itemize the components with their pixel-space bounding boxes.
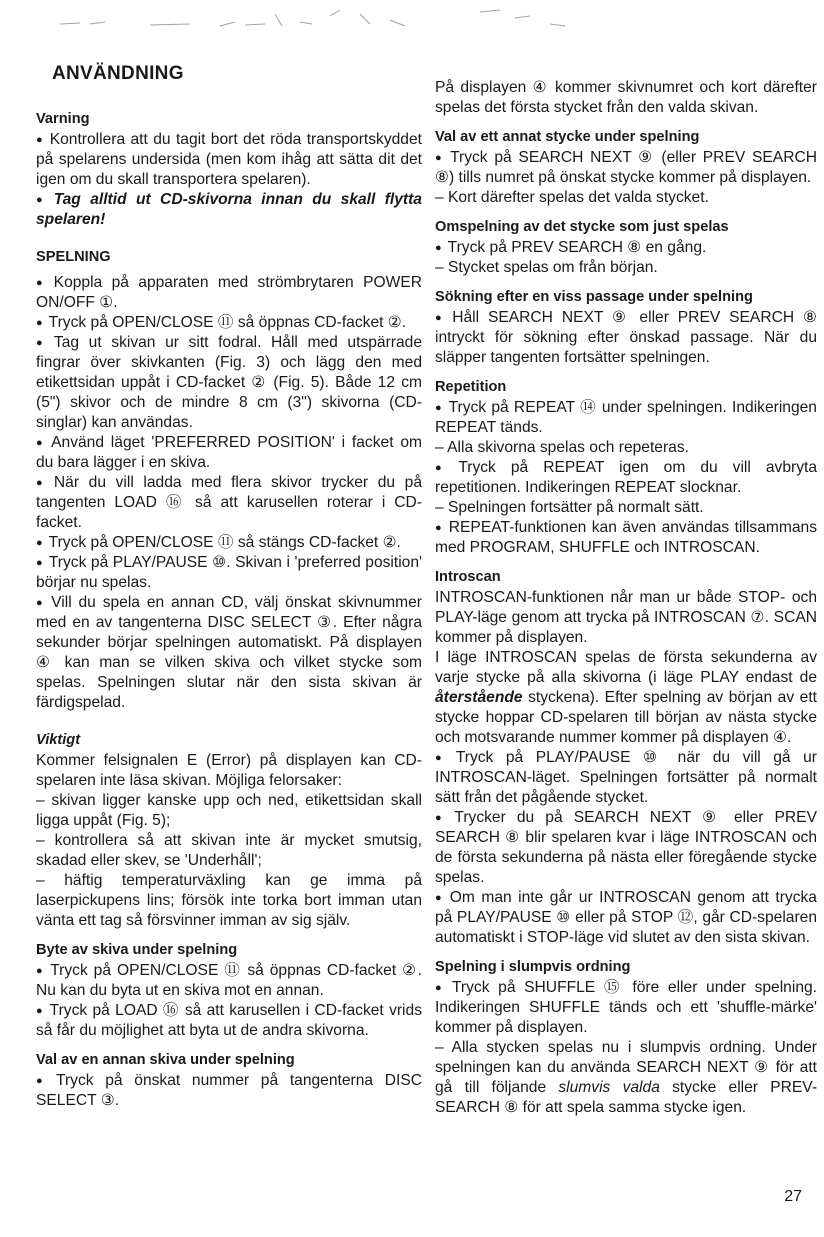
viktigt-item: – häftig temperaturväxling kan ge imma på laserpickupens lins; försök inte torka bort imman utan vänta ett tag så försvinner imman av sig själv. bbox=[36, 872, 422, 929]
right-column bbox=[435, 78, 817, 1128]
section-shuffle bbox=[435, 958, 817, 1118]
introscan-p1: INTROSCAN-funktionen når man ur både STOP- och PLAY-läge genom att trycka på INTROSCAN ⑦. SCAN kommer på displayen. bbox=[435, 589, 817, 646]
heading-sokning: Sökning efter en viss passage under spelning bbox=[435, 289, 753, 305]
page-title: ANVÄNDNING bbox=[52, 63, 184, 84]
right-intro: På displayen ④ kommer skivnumret och kort därefter spelas det första stycket från den valda skivan. bbox=[435, 79, 817, 116]
section-viktigt bbox=[36, 731, 422, 931]
heading-shuffle: Spelning i slumpvis ordning bbox=[435, 959, 631, 975]
section-sokning bbox=[435, 288, 817, 368]
viktigt-intro: Kommer felsignalen E (Error) på displayen kan CD-spelaren inte läsa skivan. Möjliga felorsaker: bbox=[36, 752, 422, 789]
shuffle-bullet: ● Tryck på SHUFFLE ⑮ före eller under spelning. Indikeringen SHUFFLE tänds och ett 'shuffle-märke' kommer på displayen. bbox=[435, 978, 817, 1038]
spelning-item: ● Tryck på OPEN/CLOSE ⑪ så stängs CD-facket ②. bbox=[36, 533, 422, 553]
scan-artifact-marks bbox=[60, 4, 620, 30]
val-skiva-item: ● Tryck på önskat nummer på tangenterna DISC SELECT ③. bbox=[36, 1071, 422, 1111]
omspelning-dash: – Stycket spelas om från början. bbox=[435, 259, 658, 276]
heading-val-skiva: Val av en annan skiva under spelning bbox=[36, 1052, 295, 1068]
sokning-bullet: ● Håll SEARCH NEXT ⑨ eller PREV SEARCH ⑧ intryckt för sökning efter önskad passage. När du släpper tangenten fortsätter spelningen. bbox=[435, 308, 817, 368]
heading-val-stycke: Val av ett annat stycke under spelning bbox=[435, 129, 700, 145]
left-column bbox=[36, 58, 422, 1121]
section-introscan bbox=[435, 568, 817, 948]
spelning-item: ● Vill du spela en annan CD, välj önskat skivnummer med en av tangenterna DISC SELECT ③. Efter några sekunder börjar spelningen automatiskt. På displayen ④ kan man se vilken skiva och vilket stycke som spelas. Spelningen slutar när den sista skivan är färdigspelad. bbox=[36, 593, 422, 713]
shuffle-dash-end: stycke eller PREV-SEARCH ⑧ för att spela samma stycke igen. bbox=[435, 1079, 818, 1116]
spelning-item: ● Koppla på apparaten med strömbrytaren POWER ON/OFF ①. bbox=[36, 273, 422, 313]
repetition-bullet: ● Tryck på REPEAT ⑭ under spelningen. Indikeringen REPEAT tänds. bbox=[435, 398, 817, 438]
introscan-bullet: ● Om man inte går ur INTROSCAN genom att trycka på PLAY/PAUSE ⑩ eller på STOP ⑫, går CD-spelaren automatiskt i STOP-läge vid slutet av den sista skivan. bbox=[435, 888, 817, 948]
heading-introscan: Introscan bbox=[435, 569, 501, 585]
shuffle-dash bbox=[435, 1038, 817, 1118]
heading-varning: Varning bbox=[36, 111, 90, 127]
spelning-item: ● Tryck på OPEN/CLOSE ⑪ så öppnas CD-facket ②. bbox=[36, 313, 422, 333]
heading-byte: Byte av skiva under spelning bbox=[36, 942, 238, 958]
viktigt-item: – kontrollera så att skivan inte är mycket smutsig, skadad eller skev, se 'Underhåll'; bbox=[36, 832, 422, 869]
spelning-item: ● Tag ut skivan ur sitt fodral. Håll med utspärrade fingrar över skivkanten (Fig. 3) och lägg den med etikettsidan uppåt i CD-facket ② (Fig. 5). Både 12 cm (5") skivor och de mindre 8 cm (3") skivorna (CD-singlar) kan användas. bbox=[36, 333, 422, 433]
introscan-p2-end: styckena). Efter spelning av början av ett stycke hoppar CD-spelaren till början av nästa stycke och motsvarande nummer kommer på displayen ④. bbox=[435, 689, 817, 746]
repetition-dash: – Alla skivorna spelas och repeteras. bbox=[435, 439, 689, 456]
section-repetition bbox=[435, 378, 817, 558]
heading-omspelning: Omspelning av det stycke som just spelas bbox=[435, 219, 729, 235]
section-byte bbox=[36, 941, 422, 1041]
val-stycke-bullet: ● Tryck på SEARCH NEXT ⑨ (eller PREV SEARCH ⑧) tills numret på önskat stycke kommer på displayen. bbox=[435, 148, 817, 188]
introscan-bullet: ● Trycker du på SEARCH NEXT ⑨ eller PREV SEARCH ⑧ blir spelaren kvar i läge INTROSCAN och de första sekunderna på nästa eller föregående stycke spelas. bbox=[435, 808, 817, 888]
page-number: 27 bbox=[784, 1188, 802, 1205]
spelning-item: ● Använd läget 'PREFERRED POSITION' i facket om du bara lägger i en skiva. bbox=[36, 433, 422, 473]
section-intro bbox=[435, 78, 817, 118]
section-spelning bbox=[36, 248, 422, 713]
repetition-bullet: ● REPEAT-funktionen kan även användas tillsammans med PROGRAM, SHUFFLE och INTROSCAN. bbox=[435, 518, 817, 558]
spelning-item: ● Tryck på PLAY/PAUSE ⑩. Skivan i 'preferred position' börjar nu spelas. bbox=[36, 553, 422, 593]
repetition-bullet: ● Tryck på REPEAT igen om du vill avbryta repetitionen. Indikeringen REPEAT slocknar. bbox=[435, 458, 817, 498]
shuffle-dash-start: – Alla stycken spelas nu i slumpvis ordning. Under spelningen kan du använda SEARCH NEXT ⑨ för att gå till följande bbox=[435, 1039, 817, 1096]
byte-item: ● Tryck på LOAD ⑯ så att karusellen i CD-facket vrids så får du möjlighet att byta ut de andra skivorna. bbox=[36, 1001, 422, 1041]
val-stycke-dash: – Kort därefter spelas det valda stycket. bbox=[435, 189, 709, 206]
heading-viktigt: Viktigt bbox=[36, 732, 81, 748]
section-val-skiva bbox=[36, 1051, 422, 1111]
repetition-dash: – Spelningen fortsätter på normalt sätt. bbox=[435, 499, 704, 516]
omspelning-bullet: ● Tryck på PREV SEARCH ⑧ en gång. bbox=[435, 238, 817, 258]
spelning-item: ● När du vill ladda med flera skivor trycker du på tangenten LOAD ⑯ så att karusellen roterar i CD-facket. bbox=[36, 473, 422, 533]
introscan-p2-start: I läge INTROSCAN spelas de första sekunderna av varje stycke på alla skivorna (i läge PLAY endast de bbox=[435, 649, 817, 686]
byte-item: ● Tryck på OPEN/CLOSE ⑪ så öppnas CD-facket ②. Nu kan du byta ut en skiva mot en annan. bbox=[36, 961, 422, 1001]
section-val-stycke bbox=[435, 128, 817, 208]
viktigt-item: – skivan ligger kanske upp och ned, etikettsidan skall ligga uppåt (Fig. 5); bbox=[36, 792, 422, 829]
section-omspelning bbox=[435, 218, 817, 278]
introscan-bullet: ● Tryck på PLAY/PAUSE ⑩ när du vill gå ur INTROSCAN-läget. Spelningen fortsätter på normalt sätt från det pågående stycket. bbox=[435, 748, 817, 808]
heading-repetition: Repetition bbox=[435, 379, 507, 395]
varning-text: ● Kontrollera att du tagit bort det röda transportskyddet på spelarens undersida (men kom ihåg att sätta dit det igen om du skall transportera spelaren). bbox=[36, 130, 422, 190]
introscan-p2-emphasis: återstående bbox=[435, 689, 523, 706]
heading-spelning: SPELNING bbox=[36, 249, 111, 265]
section-varning bbox=[36, 110, 422, 230]
introscan-p2 bbox=[435, 648, 817, 748]
shuffle-dash-emphasis: slumvis valda bbox=[558, 1079, 660, 1096]
varning-emphasis: ● Tag alltid ut CD-skivorna innan du skall flytta spelaren! bbox=[36, 190, 422, 230]
